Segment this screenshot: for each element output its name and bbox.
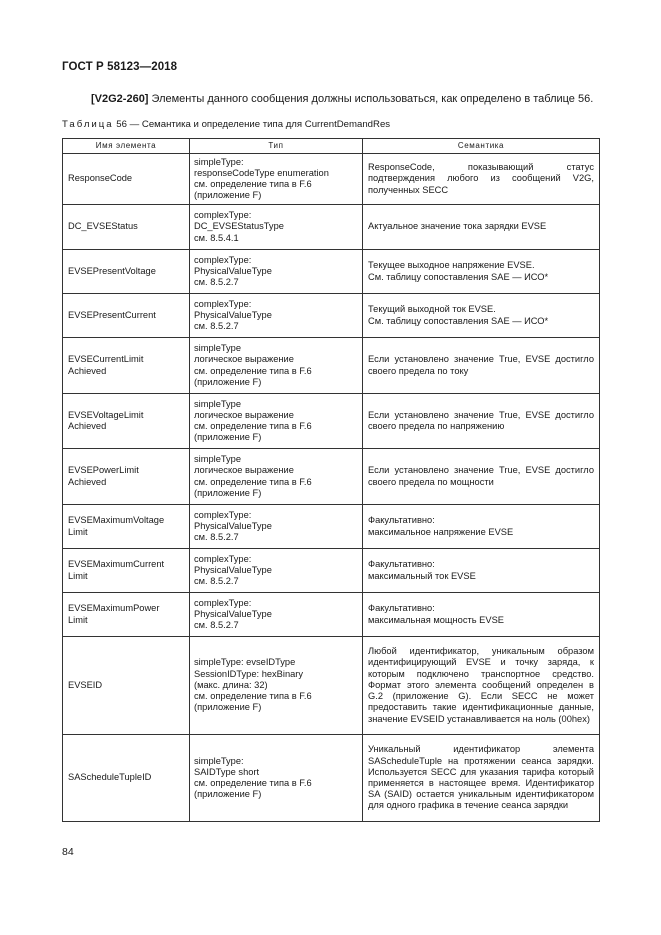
type-cell: complexType: PhysicalValueType см. 8.5.2.7 (190, 250, 363, 294)
element-name-cell: EVSEMaximumVoltage Limit (63, 505, 190, 549)
type-cell: simpleType логическое выражение см. определение типа в F.6 (приложение F) (190, 338, 363, 394)
table-row (63, 735, 600, 822)
element-name-cell: EVSECurrentLimit Achieved (63, 338, 190, 394)
semantics-table (62, 138, 600, 822)
intro-paragraph (91, 93, 611, 105)
table-row (63, 549, 600, 593)
table-row (63, 593, 600, 637)
column-header-name: Имя элемента (63, 139, 190, 154)
column-header-type: Тип (190, 139, 363, 154)
element-name-cell: DC_EVSEStatus (63, 205, 190, 250)
page-number: 84 (62, 846, 74, 858)
semantics-cell: ResponseCode, показывающий статус подтверждения любого из сообщений V2G, полученных SECC (363, 154, 600, 205)
table-row (63, 250, 600, 294)
element-name-cell: ResponseCode (63, 154, 190, 205)
table-row (63, 637, 600, 735)
element-name-cell: EVSEMaximumPower Limit (63, 593, 190, 637)
type-cell: simpleType логическое выражение см. определение типа в F.6 (приложение F) (190, 449, 363, 505)
semantics-cell: Если установлено значение True, EVSE достигло своего предела по напряжению (363, 394, 600, 449)
table-caption-text: 56 — Семантика и определение типа для CurrentDemandRes (113, 119, 391, 130)
type-cell: complexType: PhysicalValueType см. 8.5.2.7 (190, 505, 363, 549)
element-name-cell: EVSEVoltageLimit Achieved (63, 394, 190, 449)
semantics-cell: Если установлено значение True, EVSE достигло своего предела по току (363, 338, 600, 394)
semantics-cell: Факультативно: максимальный ток EVSE (363, 549, 600, 593)
element-name-cell: EVSEMaximumCurrent Limit (63, 549, 190, 593)
semantics-cell: Актуальное значение тока зарядки EVSE (363, 205, 600, 250)
type-cell: simpleType: responseCodeType enumeration см. определение типа в F.6 (приложение F) (190, 154, 363, 205)
type-cell: simpleType логическое выражение см. определение типа в F.6 (приложение F) (190, 394, 363, 449)
element-name-cell: EVSEPresentCurrent (63, 294, 190, 338)
table-caption-label: Таблица (62, 119, 114, 130)
type-cell: complexType: DC_EVSEStatusType см. 8.5.4.1 (190, 205, 363, 250)
table-row (63, 449, 600, 505)
intro-text: Элементы данного сообщения должны использоваться, как определено в таблице 56. (148, 93, 594, 105)
document-header: ГОСТ Р 58123—2018 (62, 61, 178, 73)
element-name-cell: SAScheduleTupleID (63, 735, 190, 822)
table-row (63, 505, 600, 549)
semantics-cell: Факультативно: максимальная мощность EVSE (363, 593, 600, 637)
type-cell: complexType: PhysicalValueType см. 8.5.2.7 (190, 593, 363, 637)
requirement-id: [V2G2-260] (91, 93, 149, 105)
type-cell: complexType: PhysicalValueType см. 8.5.2.7 (190, 294, 363, 338)
table-row (63, 205, 600, 250)
type-cell: simpleType: SAIDType short см. определение типа в F.6 (приложение F) (190, 735, 363, 822)
element-name-cell: EVSEPresentVoltage (63, 250, 190, 294)
table-caption (62, 119, 390, 130)
semantics-cell: Факультативно: максимальное напряжение EVSE (363, 505, 600, 549)
table-header-row (63, 139, 600, 154)
semantics-cell: Уникальный идентификатор элемента SAScheduleTuple на протяжении сеанса зарядки. Используется SECC для указания тарифа который применяется в настоящее время. Идентификатор SA (SAID) остается уникальным идентификатором для одного графика в течение сеанса зарядки (363, 735, 600, 822)
table-row (63, 338, 600, 394)
table-row (63, 394, 600, 449)
type-cell: simpleType: evseIDType SessionIDType: hexBinary (макс. длина: 32) см. определение типа в F.6 (приложение F) (190, 637, 363, 735)
semantics-cell: Если установлено значение True, EVSE достигло своего предела по мощности (363, 449, 600, 505)
column-header-semantics: Семантика (363, 139, 600, 154)
element-name-cell: EVSEID (63, 637, 190, 735)
semantics-cell: Текущий выходной ток EVSE. См. таблицу сопоставления SAE — ИСО* (363, 294, 600, 338)
element-name-cell: EVSEPowerLimit Achieved (63, 449, 190, 505)
semantics-cell: Любой идентификатор, уникальным образом идентифицирующий EVSE и точку заряда, к которым подключено транспортное средство. Формат этого элемента сообщений определен в G.2 (приложение G). Если SECC не может предоставить такие идентификационные данные, значение EVSEID устанавливается на ноль (00hex) (363, 637, 600, 735)
type-cell: complexType: PhysicalValueType см. 8.5.2.7 (190, 549, 363, 593)
table-row (63, 294, 600, 338)
table-row (63, 154, 600, 205)
semantics-cell: Текущее выходное напряжение EVSE. См. таблицу сопоставления SAE — ИСО* (363, 250, 600, 294)
